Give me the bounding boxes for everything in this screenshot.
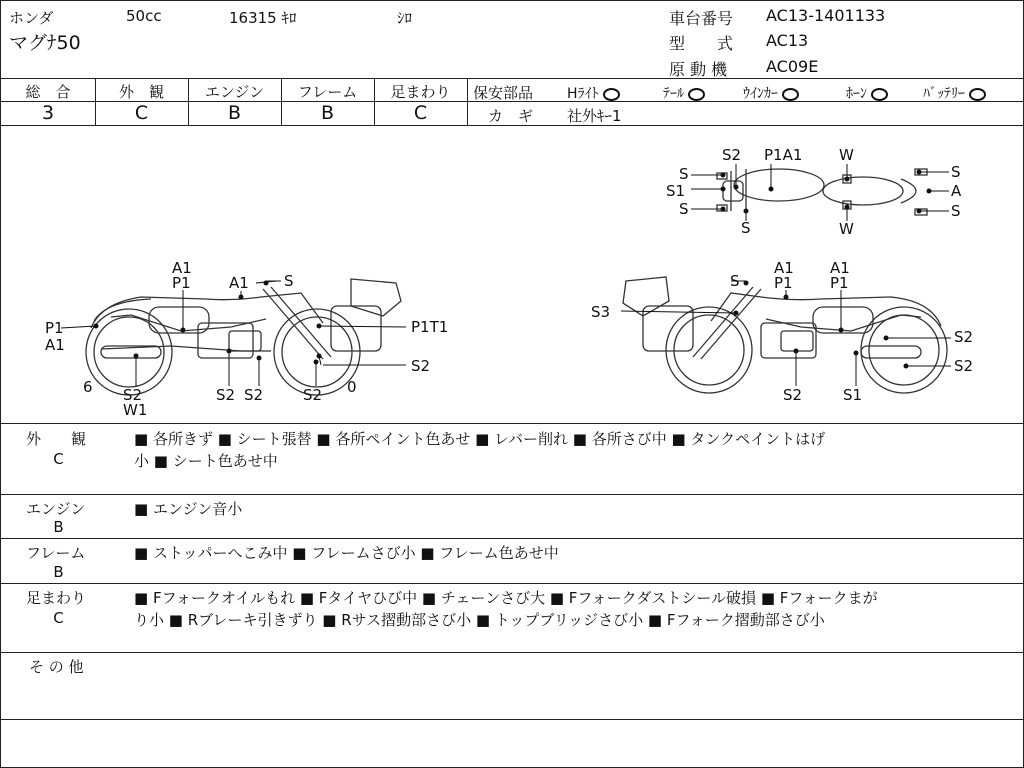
exterior-grade: C [134, 102, 149, 124]
diagram-label: S [679, 200, 689, 218]
diagram-label: S2 [216, 386, 236, 404]
engine-model-label: 原 動 機 [669, 60, 728, 79]
diagram-label: A1 [830, 259, 850, 277]
damage-markers [94, 170, 932, 369]
marker-leaders [61, 164, 951, 386]
divider [1, 583, 1023, 584]
diagram-label: S2 [954, 357, 974, 375]
ok-circle-icon [871, 88, 888, 101]
remarks-suspension-line: ■ Fフォークオイルもれ ■ Fタイヤひび中 ■ チェーンさび大 ■ Fフォークダストシール破損 ■ Fフォークまが [134, 589, 878, 607]
diagram-label: P1T1 [411, 318, 449, 336]
diagram-label: S2 [123, 386, 143, 404]
remarks-suspension-grade: C [53, 609, 64, 627]
diagram-label: S1 [666, 182, 686, 200]
remarks-engine-grade: B [53, 518, 64, 536]
key-value: 社外ｷｰ1 [567, 107, 622, 125]
suspension-grade: C [413, 102, 428, 124]
safety-item-winker: ｳｲﾝｶｰ [743, 83, 799, 103]
remarks-engine-label: エンジン [26, 500, 86, 518]
diagram-label: S2 [411, 357, 431, 375]
ok-circle-icon [603, 88, 620, 101]
divider [1, 719, 1023, 720]
diagram-label: S2 [722, 146, 742, 164]
suspension-label: 足まわり [390, 83, 451, 101]
diagram-label: S2 [954, 328, 974, 346]
diagram-label: W [839, 220, 854, 238]
diagram-label: S [951, 163, 961, 181]
diagram-label: P1 [774, 274, 793, 292]
ok-circle-icon [969, 88, 986, 101]
overall-grade: 3 [41, 102, 55, 124]
type-label: 型 式 [669, 34, 734, 53]
frame-label: フレーム [297, 83, 358, 101]
diagram-label: S2 [783, 386, 803, 404]
diagram-label: S [679, 165, 689, 183]
remarks-other-label: そ の 他 [29, 658, 84, 676]
diagram-label: W [839, 146, 854, 164]
diagram-label: S2 [303, 386, 323, 404]
remarks-frame-grade: B [53, 563, 64, 581]
remarks-exterior-label: 外 観 [26, 430, 87, 448]
diagram-label: S [284, 272, 294, 290]
ok-circle-icon [782, 88, 799, 101]
damage-diagram [1, 126, 1023, 423]
diagram-label: S [951, 202, 961, 220]
remarks-engine-line: ■ エンジン音小 [134, 500, 243, 518]
safety-label: 保安部品 [473, 84, 534, 102]
divider [1, 78, 1023, 79]
diagram-label: W1 [123, 401, 148, 419]
diagram-label: A1 [774, 259, 794, 277]
exterior-label: 外 観 [118, 83, 164, 101]
diagram-label: A1 [172, 259, 192, 277]
diagram-label: P1 [45, 319, 64, 337]
remarks-exterior-grade: C [53, 450, 64, 468]
key-label: カ ギ [488, 107, 534, 125]
engine-grade: B [227, 102, 242, 124]
remarks-frame-line: ■ ストッパーへこみ中 ■ フレームさび小 ■ フレーム色あせ中 [134, 544, 559, 562]
divider [1, 538, 1023, 539]
remarks-exterior-line: ■ 各所きず ■ シート張替 ■ 各所ペイント色あせ ■ レバー削れ ■ 各所さび中 ■ タンクペイントはげ [134, 430, 826, 448]
divider [1, 494, 1023, 495]
safety-item-battery: ﾊﾞｯﾃﾘｰ [923, 83, 986, 103]
maker: ホンダ [9, 9, 54, 27]
frame-no: AC13-1401133 [766, 6, 886, 25]
frame-no-label: 車台番号 [669, 9, 734, 28]
remarks-frame-label: フレーム [26, 544, 86, 562]
mileage: 16315 ｷﾛ [229, 9, 297, 27]
safety-item-tail: ﾃｰﾙ [663, 83, 705, 103]
diagram-label: P1A1 [764, 146, 803, 164]
divider [1, 652, 1023, 653]
bike-right-view [623, 277, 947, 393]
diagram-label: A [951, 182, 962, 200]
diagram-label: S3 [591, 303, 611, 321]
diagram-label: P1 [172, 274, 191, 292]
overall-label: 総 合 [25, 83, 71, 101]
engine-model: AC09E [766, 57, 819, 76]
color: ｼﾛ [397, 9, 413, 27]
diagram-label: 6 [83, 378, 93, 396]
diagram-label: S [730, 272, 740, 290]
frame-grade: B [320, 102, 335, 124]
divider [467, 78, 468, 125]
diagram-label: A1 [229, 274, 249, 292]
diagram-label: P1 [830, 274, 849, 292]
divider [1, 423, 1023, 424]
displacement: 50cc [126, 7, 162, 25]
diagram-label: S1 [843, 386, 863, 404]
remarks-suspension-label: 足まわり [26, 589, 87, 607]
safety-item-headlight: Hﾗｲﾄ [567, 83, 620, 103]
diagram-label: S2 [244, 386, 264, 404]
diagram-label: A1 [45, 336, 65, 354]
type-value: AC13 [766, 31, 809, 50]
remarks-exterior-line: 小 ■ シート色あせ中 [134, 452, 278, 470]
engine-label: エンジン [204, 83, 265, 101]
diagram-label: 0 [347, 378, 357, 396]
safety-item-horn: ﾎｰﾝ [846, 83, 888, 103]
ok-circle-icon [688, 88, 705, 101]
model-name: マグﾅ50 [9, 32, 81, 54]
diagram-label: S [741, 219, 751, 237]
bike-top-view [717, 169, 927, 215]
remarks-suspension-line: り小 ■ Rブレーキ引きずり ■ Rサス摺動部さび小 ■ トップブリッジさび小 ■ Fフォーク摺動部さび小 [134, 611, 825, 629]
